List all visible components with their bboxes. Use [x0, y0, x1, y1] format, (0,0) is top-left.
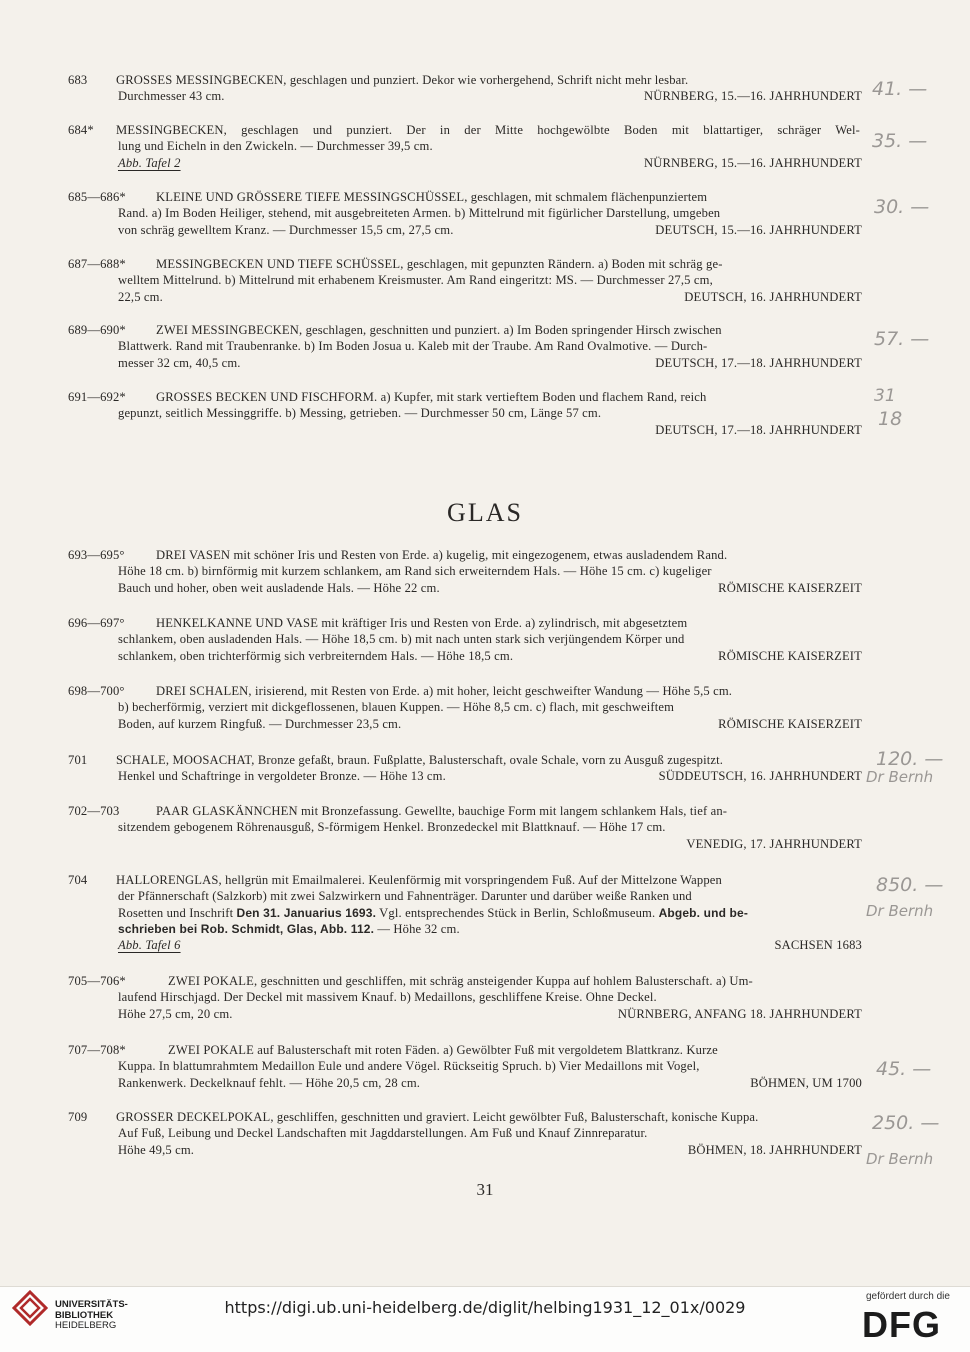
entry-origin: DEUTSCH, 16. JAHRHUNDERT	[684, 289, 862, 304]
entry-text: HALLORENGLAS, hellgrün mit Emailmalerei. Keulenförmig mit vorspringendem Fuß. Auf der Mittelzone Wappen	[116, 873, 722, 887]
handwritten-price: 30. —	[874, 196, 930, 218]
entry-text: ZWEI POKALE, geschnitten und geschliffen, mit schräg ansteigender Kuppa auf hohlem Balusterschaft. a) Um-	[168, 974, 753, 988]
plate-reference[interactable]: Abb. Tafel 6	[118, 938, 181, 953]
handwritten-price: 850. —	[876, 874, 944, 896]
handwritten-price: 57. —	[874, 328, 930, 350]
entry-origin: DEUTSCH, 17.—18. JAHRHUNDERT	[655, 422, 862, 437]
handwritten-price: 120. —	[876, 748, 944, 770]
entry-origin: SÜDDEUTSCH, 16. JAHRHUNDERT	[658, 769, 862, 784]
dfg-logo: DFG	[862, 1304, 941, 1345]
entry-text: Höhe 27,5 cm, 20 cm.	[118, 1006, 233, 1021]
entry-number: 691—692*	[68, 390, 126, 404]
entry-696-697	[68, 615, 860, 664]
entry-number: 687—688*	[68, 257, 126, 271]
handwritten-price: 31	[874, 386, 896, 406]
entry-text: laufend Hirschjagd. Der Deckel mit massivem Knauf. b) Medaillons, geschliffene Kreise. Ohne Deckel.	[118, 990, 657, 1005]
entry-text: MESSINGBECKEN, geschlagen und punziert. Der in der Mitte hochgewölbte Boden mit blattartiger, schräger Wel-	[116, 123, 860, 137]
handwritten-price: 41. —	[872, 78, 928, 100]
entry-number: 693—695°	[68, 548, 125, 562]
entry-text: Henkel und Schaftringe in vergoldeter Bronze. — Höhe 13 cm.	[118, 769, 446, 784]
entry-number: 683	[68, 73, 88, 87]
entry-text: GROSSER DECKELPOKAL, geschliffen, geschnitten und graviert. Leicht gewölbter Fuß, Balusterschaft, konische Kuppa.	[116, 1110, 759, 1124]
entry-origin: SACHSEN 1683	[774, 938, 862, 953]
entry-origin: VENEDIG, 17. JAHRHUNDERT	[686, 836, 862, 851]
entry-text: Auf Fuß, Leibung und Deckel Landschaften mit Jagddarstellungen. Am Fuß und Knauf Zinnreparatur.	[118, 1126, 648, 1141]
entry-text: SCHALE, MOOSACHAT, Bronze gefaßt, braun. Fußplatte, Balusterschaft, ovale Schale, vorn zu Ausguß zugespitzt.	[116, 753, 724, 767]
entry-705-706	[68, 973, 860, 1022]
entry-text: DREI VASEN mit schöner Iris und Resten von Erde. a) kugelig, mit eingezogenem, etwas ausladendem Rand.	[156, 548, 728, 562]
entry-701	[68, 752, 860, 785]
handwritten-price: 18	[878, 408, 903, 430]
institution-line: UNIVERSITÄTS-	[55, 1299, 128, 1310]
entry-origin: NÜRNBERG, 15.—16. JAHRHUNDERT	[643, 155, 862, 170]
literature-reference: schrieben bei Rob. Schmidt, Glas, Abb. 112.	[118, 921, 375, 936]
plate-reference[interactable]: Abb. Tafel 2	[118, 155, 181, 170]
entry-number: 707—708*	[68, 1043, 126, 1057]
entry-text: schlankem, oben ausladenden Hals. — Höhe 18,5 cm. b) mit nach unten stark sich verjüngendem Körper und	[118, 632, 685, 647]
handwritten-price: 250. —	[872, 1112, 940, 1134]
entry-number: 709	[68, 1110, 88, 1124]
entry-origin: BÖHMEN, UM 1700	[750, 1075, 862, 1090]
entry-text: ZWEI MESSINGBECKEN, geschlagen, geschnitten und punziert. a) Im Boden springender Hirsch zwischen	[156, 323, 722, 337]
inscription-text: Den 31. Januarius 1693.	[236, 905, 377, 920]
entry-text: GROSSES MESSINGBECKEN, geschlagen und punziert. Dekor wie vorhergehend, Schrift nicht mehr lesbar.	[116, 73, 689, 87]
entry-text: schlankem, oben trichterförmig sich verbreiterndem Hals. — Höhe 18,5 cm.	[118, 648, 514, 663]
funding-label: gefördert durch die	[866, 1291, 950, 1302]
entry-origin: NÜRNBERG, 15.—16. JAHRHUNDERT	[643, 89, 862, 104]
entry-origin: NÜRNBERG, ANFANG 18. JAHRHUNDERT	[617, 1006, 862, 1021]
entry-689-690	[68, 322, 860, 371]
entry-text: Boden, auf kurzem Ringfuß. — Durchmesser 23,5 cm.	[118, 716, 402, 731]
entry-origin: RÖMISCHE KAISERZEIT	[718, 648, 862, 663]
institution-line: BIBLIOTHEK	[55, 1309, 114, 1321]
entry-text: Kuppa. In blattumrahmtem Medaillon Eule und andere Vögel. Rückseitig Spruch. b) Vier Medaillons mit Vogel,	[118, 1059, 700, 1074]
entry-number: 698—700°	[68, 684, 125, 698]
entry-text: ZWEI POKALE auf Balusterschaft mit roten Fäden. a) Gewölbter Fuß mit vergoldetem Blattkranz. Kurze	[168, 1043, 718, 1057]
source-url-link[interactable]: https://digi.ub.uni-heidelberg.de/diglit/helbing1931_12_01x/0029	[224, 1298, 746, 1317]
entry-text: PAAR GLASKÄNNCHEN mit Bronzefassung. Gewellte, bauchige Form mit langem schlankem Hals, tief an-	[156, 804, 728, 818]
entry-text: b) becherförmig, verziert mit dickgeflossenen, blauen Kuppen. — Höhe 8,5 cm. c) flach, mit geschweiftem	[118, 700, 675, 715]
entry-text: gepunzt, seitlich Messinggriffe. b) Messing, getrieben. — Durchmesser 50 cm, Länge 57 cm.	[118, 406, 602, 421]
literature-reference: Abgeb. und be-	[658, 905, 749, 920]
entry-text: MESSINGBECKEN UND TIEFE SCHÜSSEL, geschlagen, mit gepunzten Rändern. a) Boden mit schräg ge-	[156, 257, 723, 271]
entry-number: 684*	[68, 123, 94, 137]
entry-704	[68, 872, 860, 953]
entry-text: — Höhe 32 cm.	[374, 921, 460, 936]
entry-origin: DEUTSCH, 15.—16. JAHRHUNDERT	[655, 222, 862, 237]
entry-684	[68, 122, 860, 171]
entry-685-686	[68, 189, 860, 238]
entry-text: Vgl. entsprechendes Stück in Berlin, Schloßmuseum.	[376, 905, 659, 920]
entry-text: Höhe 18 cm. b) birnförmig mit kurzem schlankem, am Rand sich erweiterndem Hals. — Höhe 15 cm. c) kugeliger	[118, 564, 712, 579]
entry-text: welltem Mittelrund. b) Mittelrund mit erhabenem Kreismuster. Am Rand eingeritzt: MS. — Durchmesser 27,5 cm,	[118, 273, 713, 288]
entry-702-703	[68, 803, 860, 852]
entry-text: Durchmesser 43 cm.	[118, 89, 225, 104]
entry-origin: DEUTSCH, 17.—18. JAHRHUNDERT	[655, 355, 862, 370]
entry-text: 22,5 cm.	[118, 289, 163, 304]
entry-origin: RÖMISCHE KAISERZEIT	[718, 580, 862, 595]
entry-707-708	[68, 1042, 860, 1091]
entry-number: 702—703	[68, 804, 120, 818]
entry-origin: RÖMISCHE KAISERZEIT	[718, 716, 862, 731]
entry-text: DREI SCHALEN, irisierend, mit Resten von Erde. a) mit hoher, leicht geschweifter Wandung — Höhe 5,5 cm.	[156, 684, 733, 698]
entry-693-695	[68, 547, 860, 596]
entry-text: KLEINE UND GRÖSSERE TIEFE MESSINGSCHÜSSEL, geschlagen, mit schmalem flächenpunziertem	[156, 190, 708, 204]
handwritten-buyer: Dr Bernh	[866, 902, 934, 920]
entry-691-692	[68, 389, 860, 438]
entry-number: 689—690*	[68, 323, 126, 337]
entry-origin: BÖHMEN, 18. JAHRHUNDERT	[687, 1142, 862, 1157]
entry-text: Rankenwerk. Deckelknauf fehlt. — Höhe 20,5 cm, 28 cm.	[118, 1075, 421, 1090]
entry-687-688	[68, 256, 860, 305]
entry-text: HENKELKANNE UND VASE mit kräftiger Iris und Resten von Erde. a) zylindrisch, mit abgesetztem	[156, 616, 688, 630]
entry-683	[68, 72, 860, 105]
handwritten-buyer: Dr Bernh	[866, 768, 934, 786]
entry-698-700	[68, 683, 860, 732]
entry-text: Blattwerk. Rand mit Traubenranke. b) Im Boden Josua u. Kaleb mit der Traube. Am Rand Ovalmotive. — Durch-	[118, 339, 708, 354]
entry-text: Rand. a) Im Boden Heiliger, stehend, mit ausgebreiteten Armen. b) Mittelrund mit figürlicher Darstellung, umgeben	[118, 206, 721, 221]
handwritten-buyer: Dr Bernh	[866, 1150, 934, 1168]
entry-number: 701	[68, 753, 88, 767]
entry-text: messer 32 cm, 40,5 cm.	[118, 355, 241, 370]
footer-bar	[0, 1286, 970, 1352]
entry-number: 696—697°	[68, 616, 125, 630]
entry-text: GROSSES BECKEN UND FISCHFORM. a) Kupfer, mit stark vertieftem Boden und flachem Rand, reich	[156, 390, 707, 404]
page-number: 31	[476, 1180, 494, 1199]
section-heading-glas: GLAS	[447, 498, 523, 527]
entry-text: von schräg gewelltem Kranz. — Durchmesser 15,5 cm, 27,5 cm.	[118, 222, 454, 237]
entry-number: 705—706*	[68, 974, 126, 988]
handwritten-price: 45. —	[876, 1058, 932, 1080]
entry-text: Bauch und hoher, oben weit ausladende Hals. — Höhe 22 cm.	[118, 580, 440, 595]
entry-text: Höhe 49,5 cm.	[118, 1142, 195, 1157]
entry-text: der Pfännerschaft (Salzkorb) mit zwei Salzwirkern und Fahnenträger. Darunter und darüber weiße Ranken und	[118, 889, 692, 904]
entry-number: 704	[68, 873, 88, 887]
entry-text: lung und Eicheln in den Zwickeln. — Durchmesser 39,5 cm.	[118, 139, 433, 154]
entry-text: sitzendem gebogenem Röhrenausguß, S-förmigem Henkel. Bronzedeckel mit Blattknauf. — Höhe 17 cm.	[118, 820, 666, 835]
entry-text: Rosetten und Inschrift	[118, 905, 234, 920]
entry-number: 685—686*	[68, 190, 126, 204]
handwritten-price: 35. —	[872, 130, 928, 152]
institution-line: HEIDELBERG	[55, 1320, 117, 1331]
entry-709	[68, 1109, 860, 1158]
